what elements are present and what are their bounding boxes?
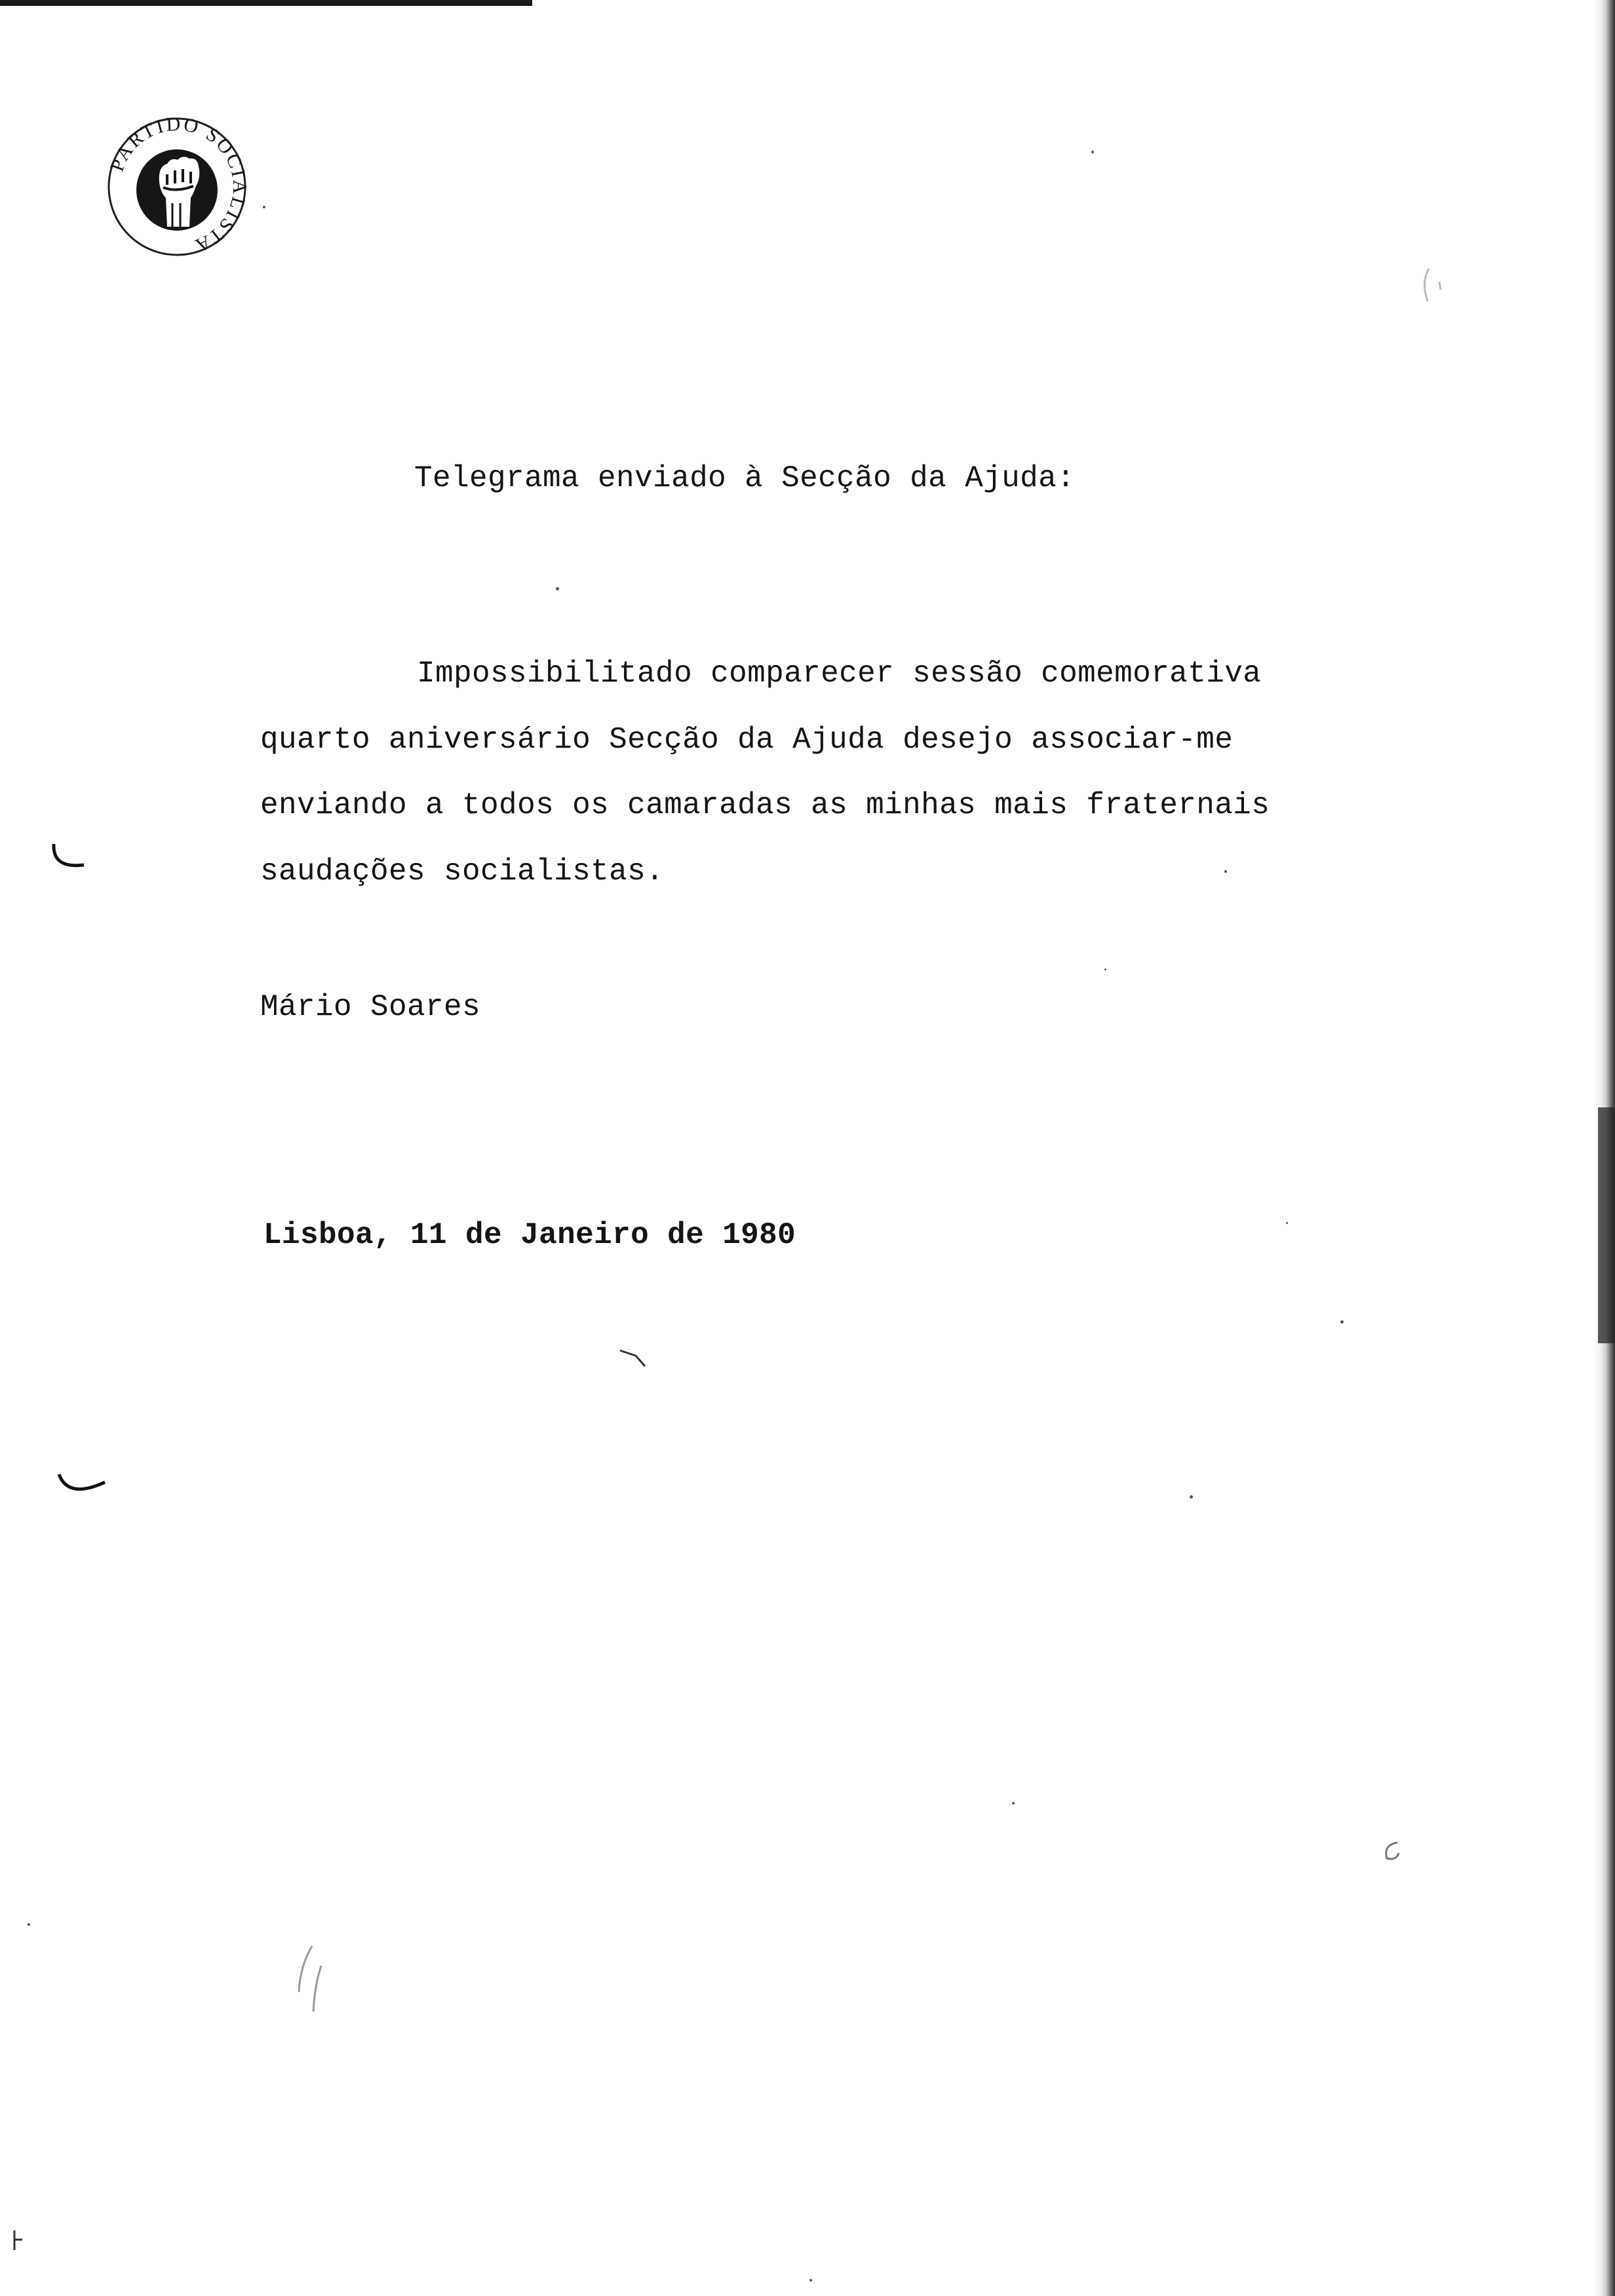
party-logo (102, 111, 252, 262)
scan-speck (1190, 1495, 1193, 1499)
logo-ring-text: PARTIDO SOCIALISTA (106, 113, 251, 258)
scan-speck (1286, 1222, 1288, 1224)
scan-speck (809, 2279, 812, 2282)
scan-smudge (1416, 262, 1449, 315)
punch-hole-mark (52, 1468, 118, 1507)
scan-smudge (10, 2228, 30, 2254)
scan-speck (1012, 1802, 1015, 1805)
punch-hole-mark (46, 839, 105, 878)
scan-speck (1091, 151, 1094, 153)
place-and-date: Lisboa, 11 de Janeiro de 1980 (263, 1218, 796, 1252)
scan-speck (1224, 870, 1227, 873)
scan-smudge (616, 1347, 655, 1373)
scan-smudge (1376, 1835, 1409, 1867)
body-line: enviando a todos os camaradas as minhas mais fraternais (260, 788, 1270, 822)
body-line: Impossibilitado comparecer sessão comemorativa (417, 657, 1262, 691)
body-line: saudações socialistas. (260, 854, 665, 889)
body-line: quarto aniversário Secção da Ajuda desejo associar-me (260, 723, 1234, 757)
scan-speck (1340, 1320, 1344, 1324)
scan-speck (28, 1923, 30, 1926)
telegram-heading: Telegrama enviado à Secção da Ajuda: (414, 461, 1076, 495)
scan-smudge (288, 1940, 341, 2031)
scan-top-border (0, 0, 532, 6)
scan-speck (556, 587, 559, 590)
scan-right-shadow (1598, 1107, 1615, 1343)
scan-speck (263, 206, 265, 208)
signature-name: Mário Soares (260, 990, 481, 1024)
scan-speck (1104, 968, 1106, 970)
